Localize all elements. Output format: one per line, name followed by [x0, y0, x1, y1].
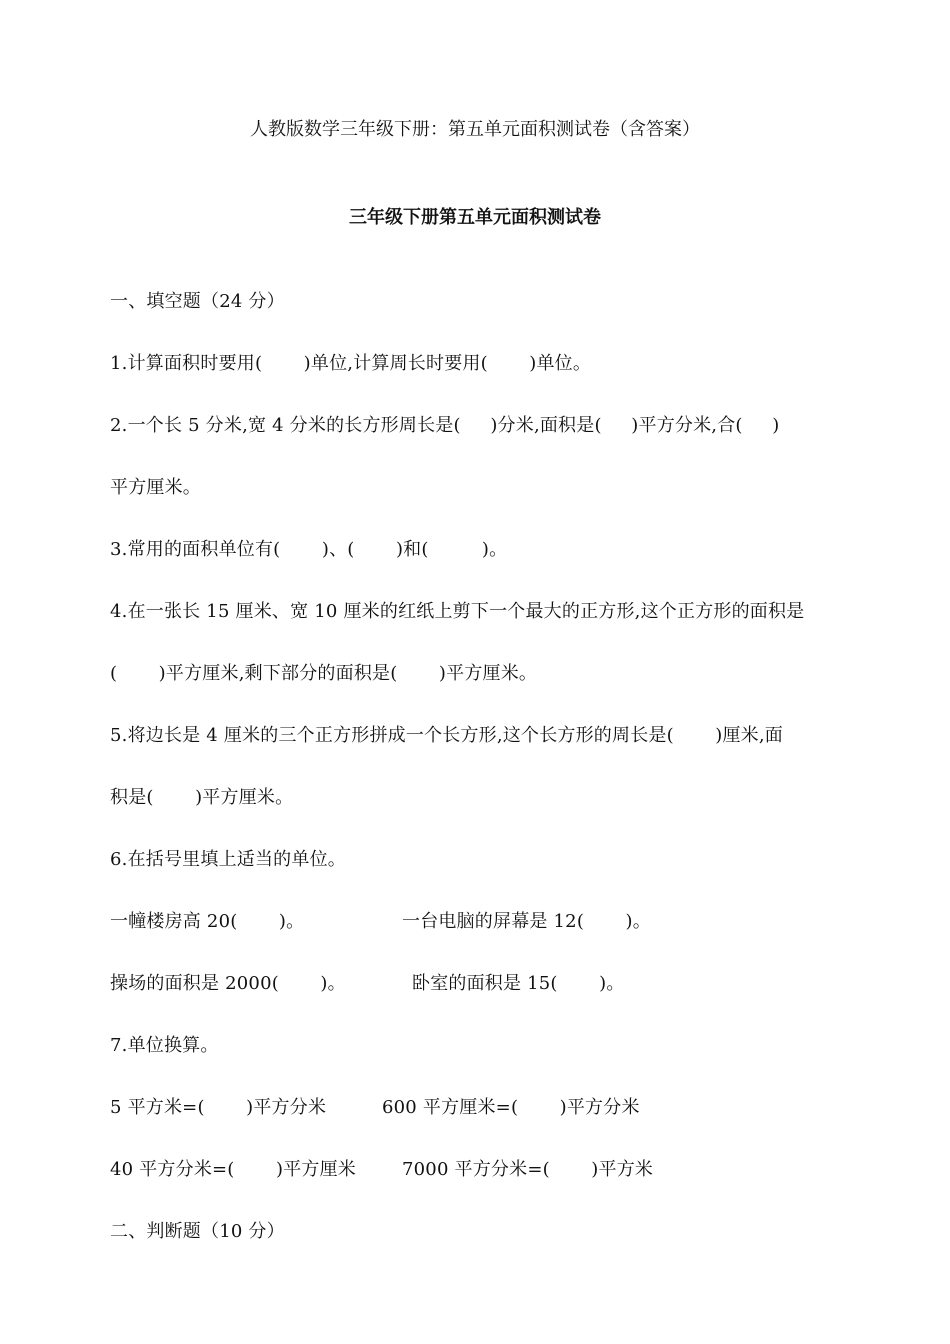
question-5-line-1: 5.将边长是 4 厘米的三个正方形拼成一个长方形,这个长方形的周长是( )厘米,面: [110, 725, 784, 746]
question-6-item-a: 一幢楼房高 20( )。: [110, 911, 305, 932]
question-7-item-d: 7000 平方分米=( )平方米: [402, 1159, 654, 1180]
question-2-line-1: 2.一个长 5 分米,宽 4 分米的长方形周长是( )分米,面积是( )平方分米,合( ): [110, 415, 780, 436]
question-7: 7.单位换算。: [110, 1035, 219, 1056]
question-6: 6.在括号里填上适当的单位。: [110, 849, 346, 870]
question-4-line-1: 4.在一张长 15 厘米、宽 10 厘米的红纸上剪下一个最大的正方形,这个正方形的面积是: [110, 601, 805, 622]
question-6-item-b: 一台电脑的屏幕是 12( )。: [402, 911, 651, 932]
question-5-line-2: 积是( )平方厘米。: [110, 787, 294, 808]
question-7-item-b: 600 平方厘米=( )平方分米: [382, 1097, 640, 1118]
question-7-item-a: 5 平方米=( )平方分米: [110, 1097, 327, 1118]
question-6-item-d: 卧室的面积是 15( )。: [412, 973, 625, 994]
question-7-item-c: 40 平方分米=( )平方厘米: [110, 1159, 357, 1180]
question-6-item-c: 操场的面积是 2000( )。: [110, 973, 346, 994]
section-2-heading: 二、判断题（10 分）: [110, 1221, 285, 1242]
question-4-line-2: ( )平方厘米,剩下部分的面积是( )平方厘米。: [110, 663, 538, 684]
section-1-heading: 一、填空题（24 分）: [110, 291, 285, 312]
question-2-line-2: 平方厘米。: [110, 477, 201, 498]
document-title: 人教版数学三年级下册：第五单元面积测试卷（含答案）: [250, 119, 700, 140]
test-subtitle: 三年级下册第五单元面积测试卷: [349, 207, 601, 228]
question-1: 1.计算面积时要用( )单位,计算周长时要用( )单位。: [110, 353, 592, 374]
question-3: 3.常用的面积单位有( )、( )和( )。: [110, 539, 508, 560]
